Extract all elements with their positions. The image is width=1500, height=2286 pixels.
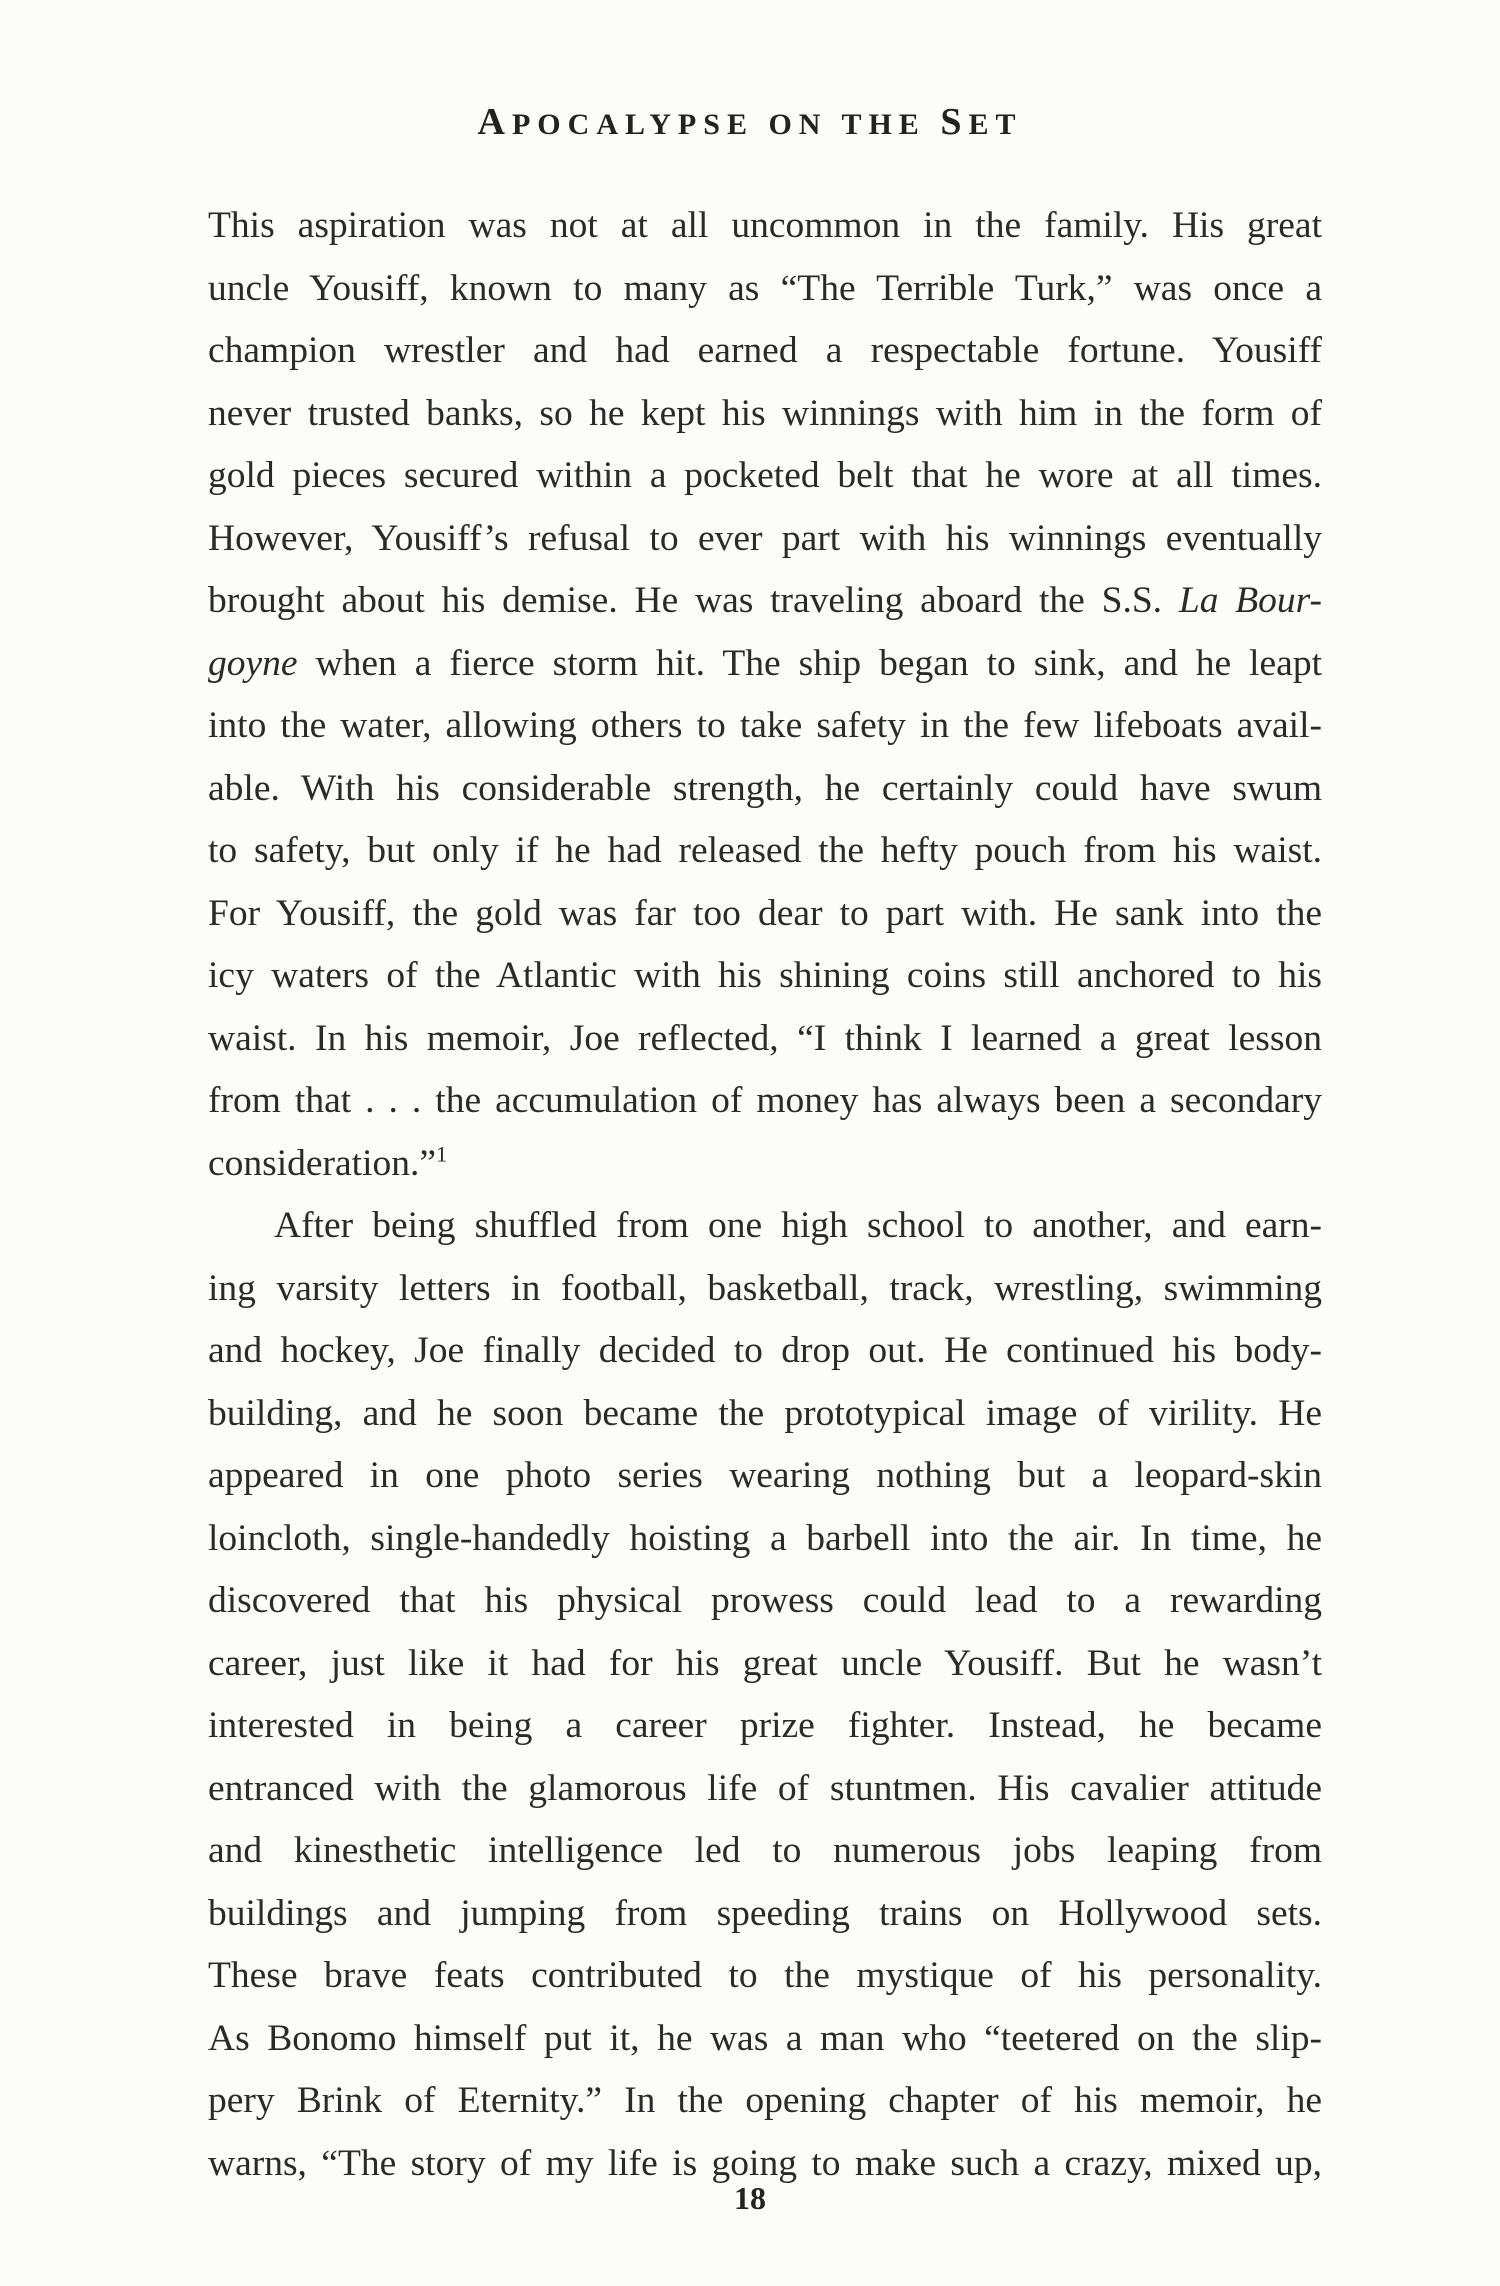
text-line bbox=[208, 1383, 1322, 1446]
text-line bbox=[208, 1445, 1322, 1508]
text-line bbox=[208, 508, 1322, 571]
running-head: APOCALYPSE ON THE SET bbox=[477, 101, 1023, 143]
italic-text: La Bour- bbox=[1178, 580, 1322, 621]
text-line bbox=[208, 1508, 1322, 1571]
text-line bbox=[208, 320, 1322, 383]
italic-text: goyne bbox=[208, 642, 298, 684]
text-segment: able. With his considerable strength, he certainly could have swum bbox=[208, 767, 1322, 809]
text-segment: However, Yousiff’s refusal to ever part with his winnings eventually bbox=[208, 517, 1322, 559]
text-segment: gold pieces secured within a pocketed belt that he wore at all times. bbox=[208, 455, 1322, 496]
text-line bbox=[208, 758, 1322, 821]
page-number: 18 bbox=[734, 2180, 766, 2216]
text-line bbox=[208, 1570, 1322, 1633]
text-line bbox=[208, 445, 1322, 508]
text-line bbox=[208, 1695, 1322, 1758]
body-text bbox=[208, 195, 1322, 2195]
text-line bbox=[208, 1320, 1322, 1383]
text-line bbox=[208, 1258, 1322, 1321]
text-line bbox=[208, 1195, 1322, 1258]
text-segment: uncle Yousiff, known to many as “The Terrible Turk,” was once a bbox=[208, 267, 1322, 309]
text-segment: into the water, allowing others to take safety in the few lifeboats avail- bbox=[208, 705, 1322, 746]
text-segment: warns, “The story of my life is going to make such a crazy, mixed up, bbox=[208, 2142, 1322, 2184]
text-line bbox=[208, 1133, 1322, 1196]
text-segment: never trusted banks, so he kept his winnings with him in the form of bbox=[208, 392, 1322, 434]
text-line bbox=[208, 2008, 1322, 2071]
text-segment: consideration.” bbox=[208, 1142, 437, 1184]
text-segment: building, and he soon became the prototypical image of virility. He bbox=[208, 1392, 1322, 1434]
text-segment: appeared in one photo series wearing nothing but a leopard-skin bbox=[208, 1455, 1322, 1496]
text-segment: and kinesthetic intelligence led to numerous jobs leaping from bbox=[208, 1830, 1322, 1871]
text-line bbox=[208, 1633, 1322, 1696]
text-segment: waist. In his memoir, Joe reflected, “I think I learned a great lesson bbox=[208, 1017, 1322, 1059]
text-line bbox=[208, 1883, 1322, 1946]
text-line bbox=[208, 945, 1322, 1008]
text-segment: For Yousiff, the gold was far too dear to part with. He sank into the bbox=[208, 892, 1322, 934]
text-segment: After being shuffled from one high school to another, and earn- bbox=[274, 1205, 1322, 1246]
text-segment: brought about his demise. He was traveling aboard the S.S. bbox=[208, 580, 1179, 621]
text-line bbox=[208, 258, 1322, 321]
text-segment: interested in being a career prize fighter. Instead, he became bbox=[208, 1705, 1322, 1746]
text-line bbox=[208, 695, 1322, 758]
text-line bbox=[208, 1070, 1322, 1133]
text-line bbox=[208, 1945, 1322, 2008]
text-line bbox=[208, 195, 1322, 258]
footnote-marker: 1 bbox=[436, 1141, 448, 1166]
text-segment: icy waters of the Atlantic with his shining coins still anchored to his bbox=[208, 955, 1322, 996]
text-line bbox=[208, 820, 1322, 883]
text-line bbox=[208, 883, 1322, 946]
text-segment: pery Brink of Eternity.” In the opening chapter of his memoir, he bbox=[208, 2080, 1322, 2121]
text-line bbox=[208, 383, 1322, 446]
text-line bbox=[208, 633, 1322, 696]
text-segment: These brave feats contributed to the mystique of his personality. bbox=[208, 1955, 1322, 1996]
text-segment: from that . . . the accumulation of money has always been a secondary bbox=[208, 1080, 1322, 1121]
text-line bbox=[208, 570, 1322, 633]
text-segment: when a fierce storm hit. The ship began to sink, and he leapt bbox=[297, 642, 1322, 684]
text-segment: This aspiration was not at all uncommon in the family. His great bbox=[208, 205, 1322, 246]
text-segment: to safety, but only if he had released the hefty pouch from his waist. bbox=[208, 830, 1322, 871]
text-segment: ing varsity letters in football, basketball, track, wrestling, swimming bbox=[208, 1267, 1322, 1309]
text-segment: career, just like it had for his great uncle Yousiff. But he wasn’t bbox=[208, 1642, 1322, 1684]
text-segment: loincloth, single-handedly hoisting a barbell into the air. In time, he bbox=[208, 1517, 1322, 1559]
text-segment: buildings and jumping from speeding trains on Hollywood sets. bbox=[208, 1892, 1322, 1934]
text-line bbox=[208, 1758, 1322, 1821]
text-segment: entranced with the glamorous life of stuntmen. His cavalier attitude bbox=[208, 1767, 1322, 1809]
text-segment: As Bonomo himself put it, he was a man who “teetered on the slip- bbox=[208, 2017, 1322, 2059]
text-line bbox=[208, 2070, 1322, 2133]
text-segment: champion wrestler and had earned a respectable fortune. Yousiff bbox=[208, 330, 1322, 371]
text-line bbox=[208, 1008, 1322, 1071]
text-segment: and hockey, Joe finally decided to drop out. He continued his body- bbox=[208, 1330, 1322, 1371]
text-segment: discovered that his physical prowess could lead to a rewarding bbox=[208, 1580, 1322, 1621]
text-line bbox=[208, 1820, 1322, 1883]
